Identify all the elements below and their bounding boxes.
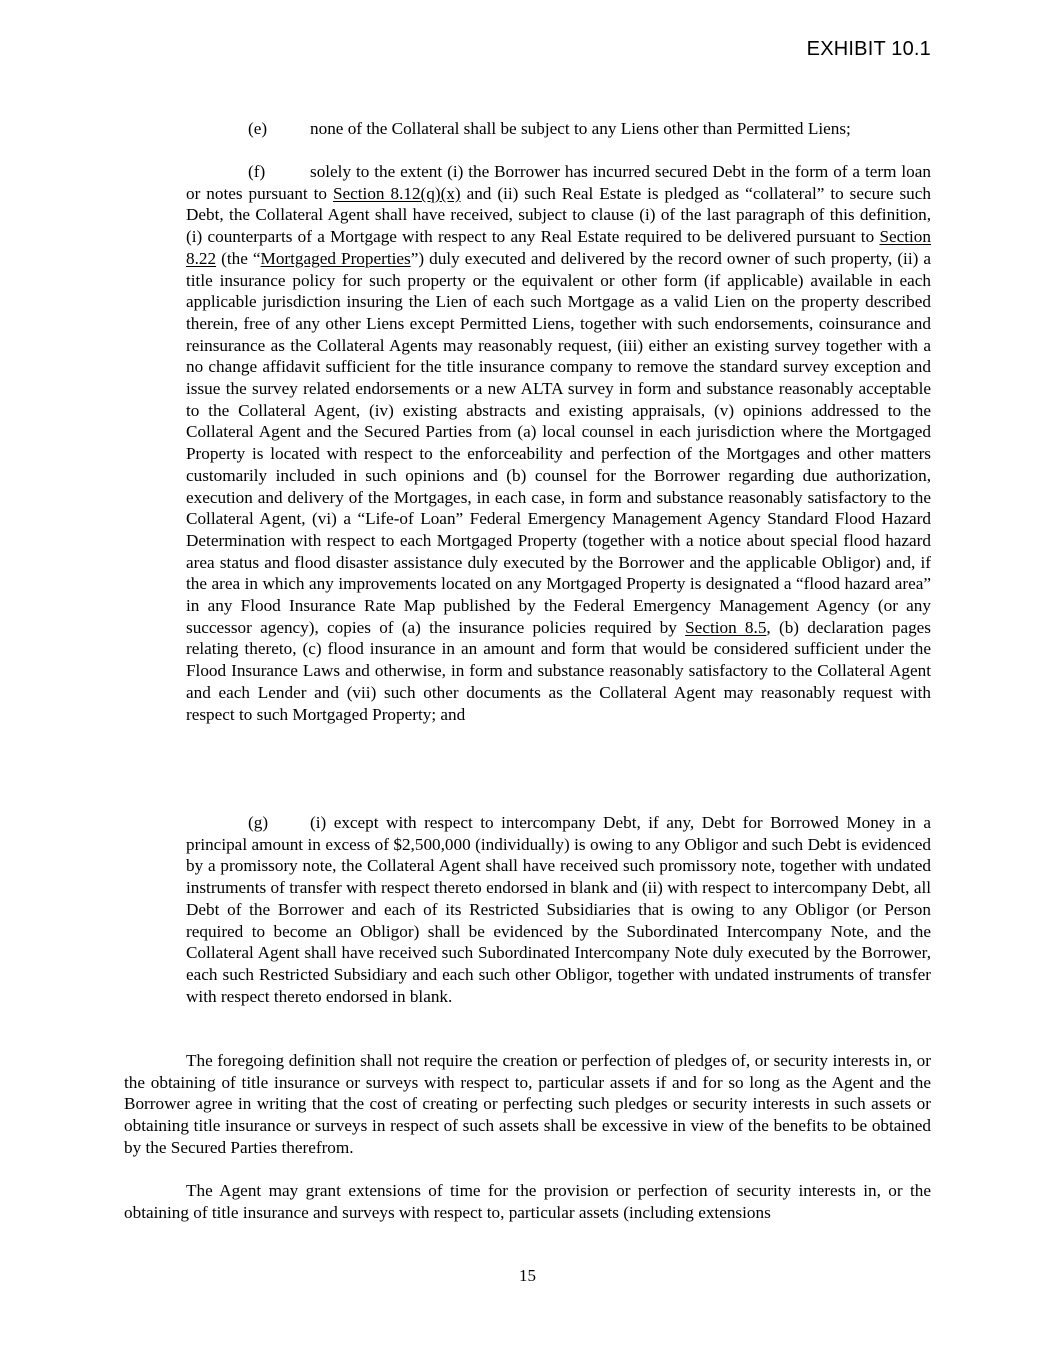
clause-f-text-3: (the “: [216, 248, 261, 268]
clause-f-marker: (f): [248, 162, 266, 181]
section-8-5-reference: Section 8.5: [685, 617, 767, 637]
clause-g-text: (i) except with respect to intercompany Debt, if any, Debt for Borrowed Money in a principal amount in excess of $2,500,000 (individually) is owing to any Obligor and such Debt is evidenced by a promissory note, the Collateral Agent shall have received such promissory note, together with undated instruments of transfer with respect thereto endorsed in blank and (ii) with respect to intercompany Debt, all Debt of the Borrower and each of its Restricted Subsidiaries that is owing to any Obligor (or Person required to become an Obligor) shall be evidenced by the Subordinated Intercompany Note, and the Collateral Agent shall have received such Subordinated Intercompany Note duly executed by the Borrower, each such Restricted Subsidiary and each such other Obligor, together with undated instruments of transfer with respect thereto endorsed in blank.: [186, 813, 931, 1006]
clause-f-text-4: ”) duly executed and delivered by the record owner of such property, (ii) a title insurance policy for such property or the equivalent or other form (if applicable) available in each applicable jurisdiction insuring the Lien of each such Mortgage as a valid Lien on the property described therein, free of any other Liens except Permitted Liens, together with such endorsements, coinsurance and reinsurance as the Collateral Agents may reasonably request, (iii) either an existing survey together with a no change affidavit sufficient for the title insurance company to remove the standard survey exception and issue the survey related endorsements or a new ALTA survey in form and substance reasonably acceptable to the Collateral Agent, (iv) existing abstracts and existing appraisals, (v) opinions addressed to the Collateral Agent and the Secured Parties from (a) local counsel in each jurisdiction where the Mortgaged Property is located with respect to the enforceability and perfection of the Mortgages and other matters customarily included in such opinions and (b) counsel for the Borrower regarding due authorization, execution and delivery of the Mortgages, in each case, in form and substance reasonably satisfactory to the Collateral Agent, (vi) a “Life-of Loan” Federal Emergency Management Agency Standard Flood Hazard Determination with respect to each Mortgaged Property (together with a notice about special flood hazard area status and flood disaster assistance duly executed by the Borrower and the applicable Obligor) and, if the area in which any improvements located on any Mortgaged Property is designated a “flood hazard area” in any Flood Insurance Rate Map published by the Federal Emergency Management Agency (or any successor agency), copies of (a) the insurance policies required by: [186, 248, 931, 637]
foregoing-paragraph: [124, 1050, 931, 1159]
clause-f: [186, 161, 931, 725]
exhibit-label: EXHIBIT 10.1: [806, 38, 931, 60]
clause-e-text: none of the Collateral shall be subject to any Liens other than Permitted Liens;: [310, 119, 851, 138]
clause-e: [186, 118, 931, 140]
clause-f-text-5: , (b) declaration pages relating thereto, (c) flood insurance in an amount and form that would be considered sufficient under the Flood Insurance Laws and otherwise, in form and substance reasonably satisfactory to the Collateral Agent and each Lender and (vii) such other documents as the Collateral Agent may reasonably request with respect to such Mortgaged Property; and: [186, 617, 931, 724]
clause-e-marker: (e): [248, 119, 268, 138]
page-number: 15: [519, 1266, 536, 1285]
foregoing-paragraph-text: The foregoing definition shall not require the creation or perfection of pledges of, or security interests in, or the obtaining of title insurance or surveys with respect to, particular assets if and for so long as the Agent and the Borrower agree in writing that the cost of creating or perfecting such pledges or security interests in such assets or obtaining title insurance or surveys in respect of such assets shall be excessive in view of the benefits to be obtained by the Secured Parties therefrom.: [124, 1051, 931, 1157]
mortgaged-properties-term: Mortgaged Properties: [260, 248, 411, 268]
extensions-paragraph: [124, 1180, 931, 1223]
clause-f-text-2: and (ii) such Real Estate is pledged as “collateral” to secure such Debt, the Collateral Agent shall have received, subject to clause (i) of the last paragraph of this definition, (i) counterparts of a Mortgage with respect to any Real Estate required to be delivered pursuant to: [186, 183, 931, 247]
clause-g: [186, 812, 931, 1007]
section-8-12-reference: Section 8.12(q)(x): [332, 183, 461, 203]
section-8-22-reference: Section 8.22: [186, 227, 931, 268]
clause-g-marker: (g): [248, 813, 269, 832]
extensions-paragraph-text: The Agent may grant extensions of time for the provision or perfection of security interests in, or the obtaining of title insurance and surveys with respect to, particular assets (including extensions: [124, 1181, 931, 1222]
clause-f-text-1: solely to the extent (i) the Borrower has incurred secured Debt in the form of a term loan or notes pursuant to: [186, 162, 931, 203]
